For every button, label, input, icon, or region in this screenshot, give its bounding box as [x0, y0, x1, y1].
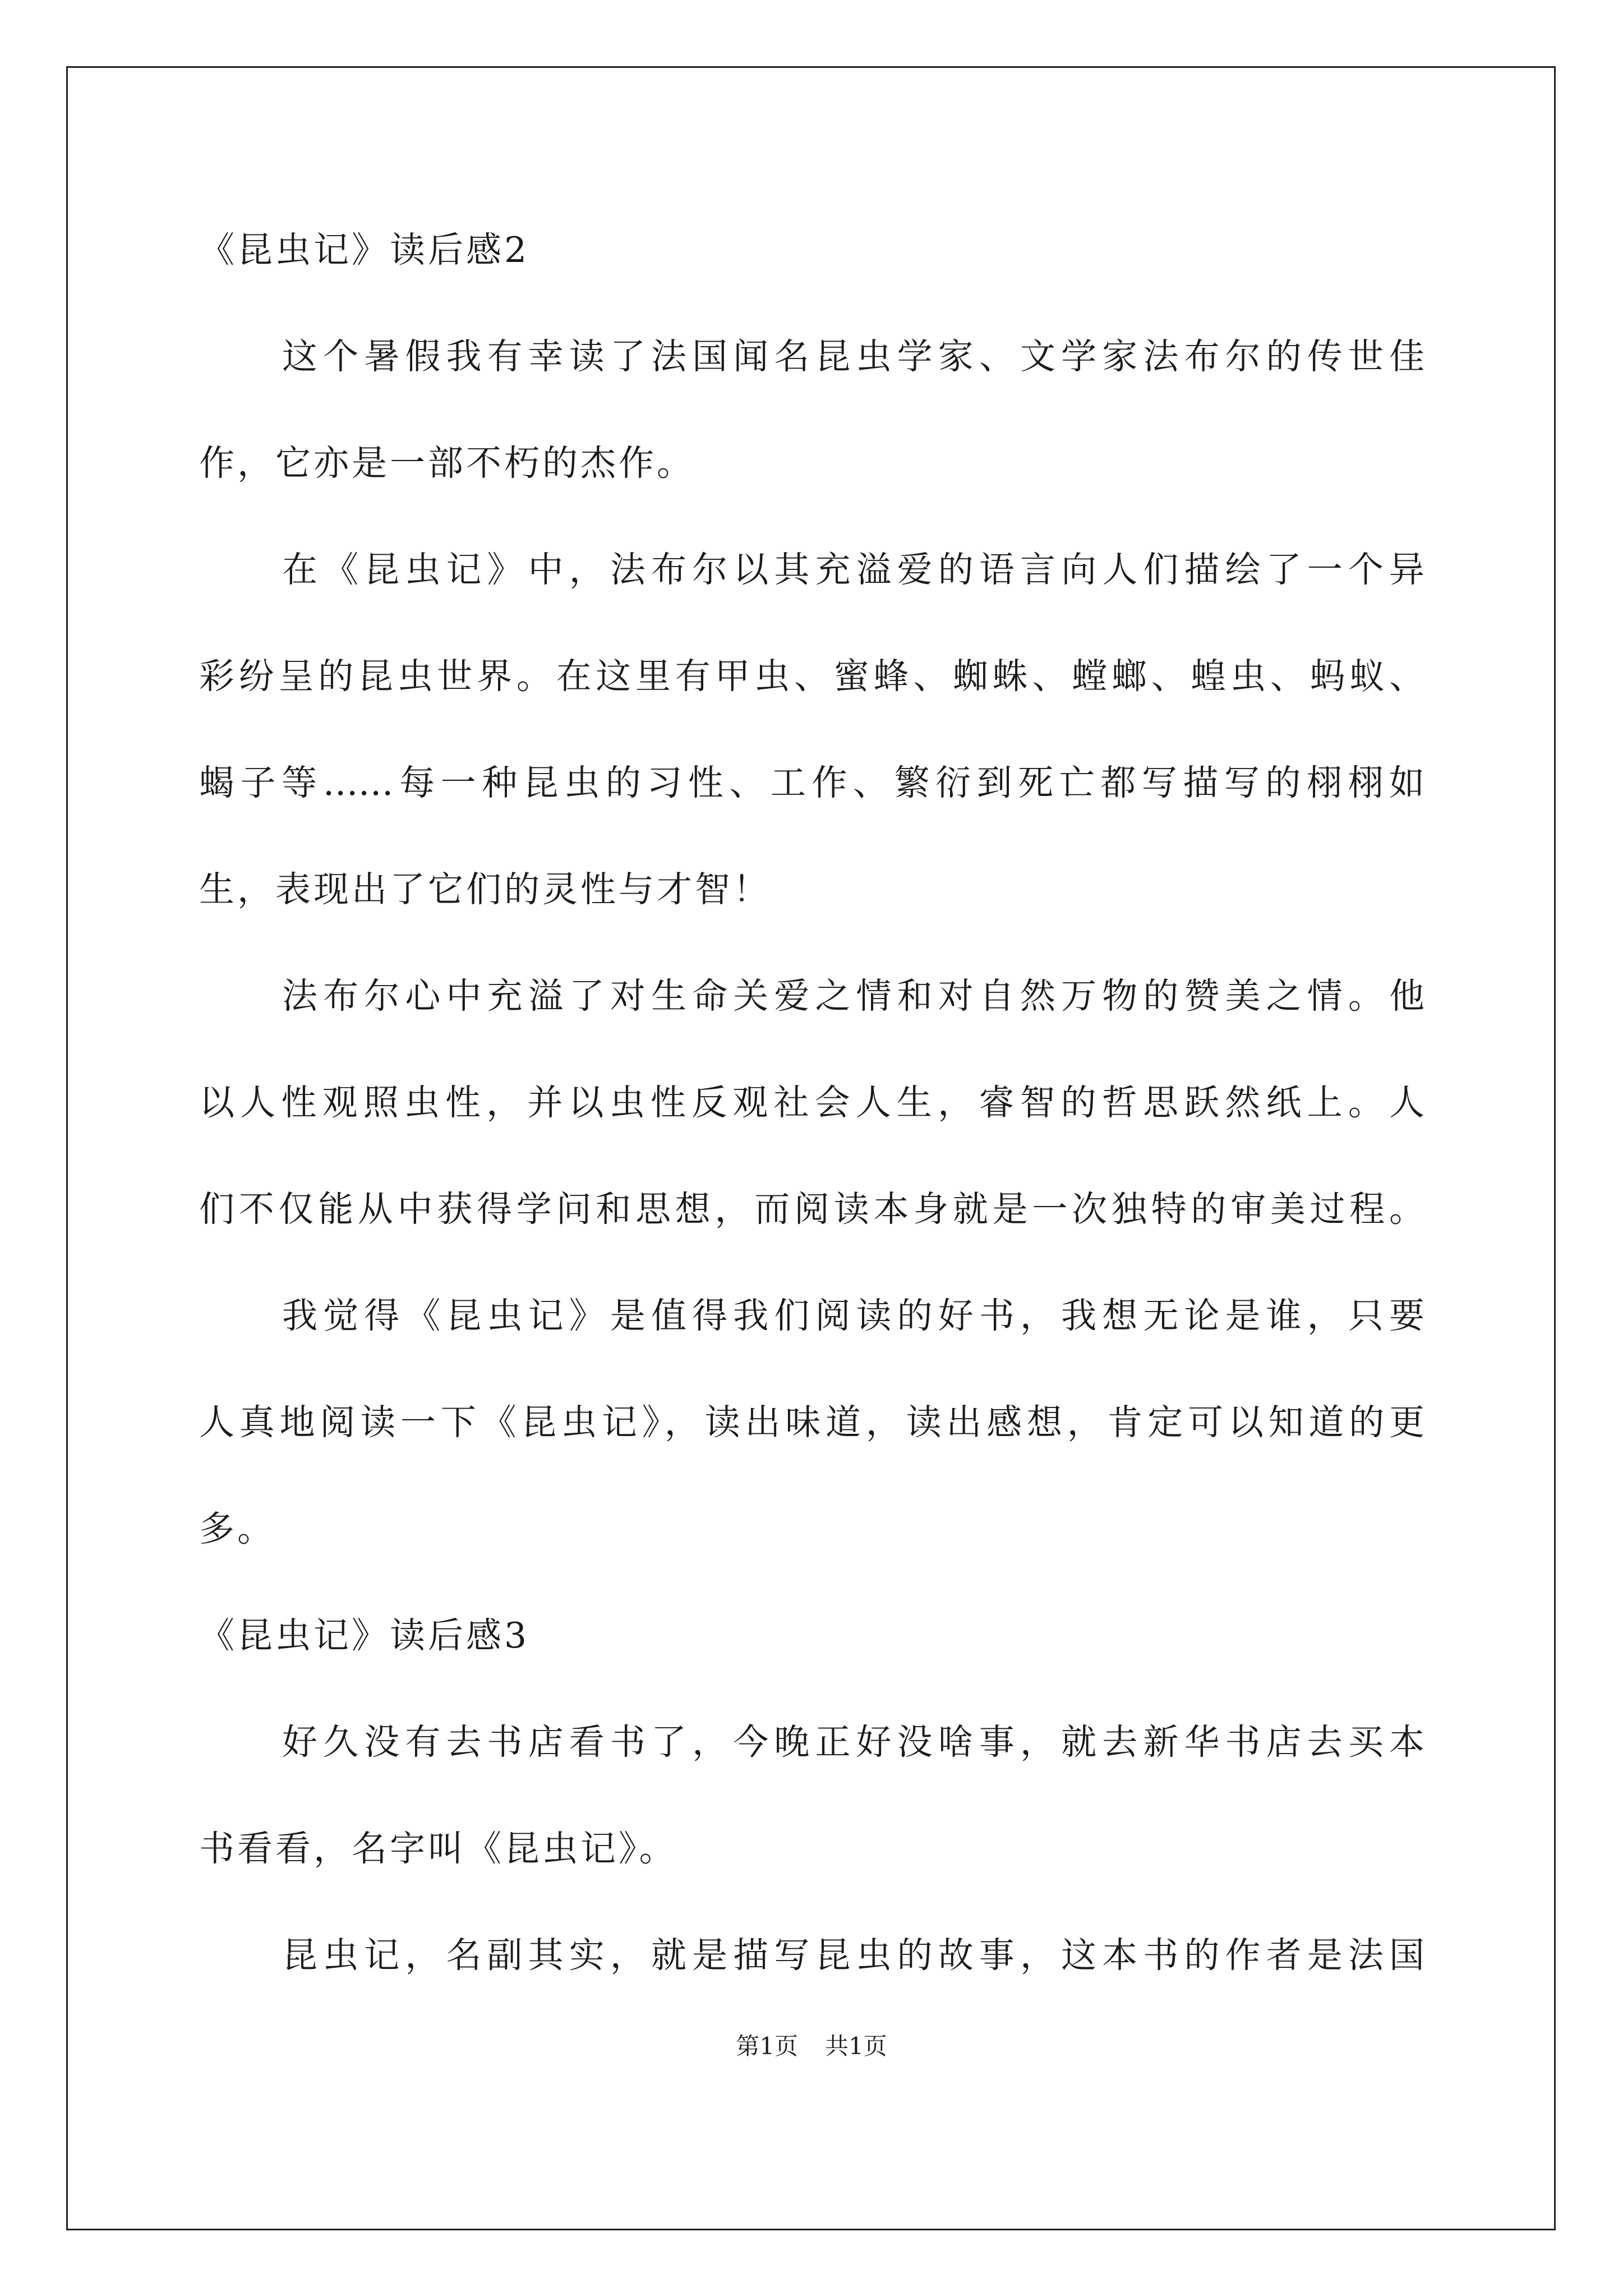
- paragraph-line: 好久没有去书店看书了，今晚正好没啥事，就去新华书店去买本: [282, 1722, 1424, 1763]
- page-number: 第1页: [736, 2032, 798, 2060]
- paragraph-line: 们不仅能从中获得学问和思想，而阅读本身就是一次独特的审美过程。: [199, 1189, 1424, 1230]
- paragraph-line: 蝎子等……每一种昆虫的习性、工作、繁衍到死亡都写描写的栩栩如: [199, 762, 1424, 803]
- paragraph-line: 彩纷呈的昆虫世界。在这里有甲虫、蜜蜂、蜘蛛、螳螂、蝗虫、蚂蚁、: [199, 656, 1424, 697]
- paragraph-line: 在《昆虫记》中，法布尔以其充溢爱的语言向人们描绘了一个异: [282, 549, 1424, 590]
- paragraph-line: 这个暑假我有幸读了法国闻名昆虫学家、文学家法布尔的传世佳: [282, 336, 1424, 377]
- section-title: 《昆虫记》读后感2: [199, 229, 530, 270]
- page-total: 共1页: [825, 2032, 887, 2060]
- paragraph-line: 人真地阅读一下《昆虫记》，读出味道，读出感想，肯定可以知道的更: [199, 1402, 1424, 1443]
- page-footer: [0, 2030, 1623, 2063]
- paragraph-line: 法布尔心中充溢了对生命关爱之情和对自然万物的赞美之情。他: [282, 976, 1424, 1016]
- paragraph-line: 书看看，名字叫《昆虫记》。: [199, 1828, 677, 1869]
- page-border: [66, 66, 1556, 2230]
- paragraph-line: 生，表现出了它们的灵性与才智！: [199, 869, 771, 910]
- paragraph-line: 作，它亦是一部不朽的杰作。: [199, 443, 695, 484]
- paragraph-line: 我觉得《昆虫记》是值得我们阅读的好书，我想无论是谁，只要: [282, 1295, 1424, 1336]
- paragraph-line: 昆虫记，名副其实，就是描写昆虫的故事，这本书的作者是法国: [282, 1935, 1424, 1976]
- section-title: 《昆虫记》读后感3: [199, 1615, 530, 1656]
- paragraph-line: 以人性观照虫性，并以虫性反观社会人生，睿智的哲思跃然纸上。人: [199, 1082, 1424, 1123]
- paragraph-line: 多。: [199, 1508, 275, 1549]
